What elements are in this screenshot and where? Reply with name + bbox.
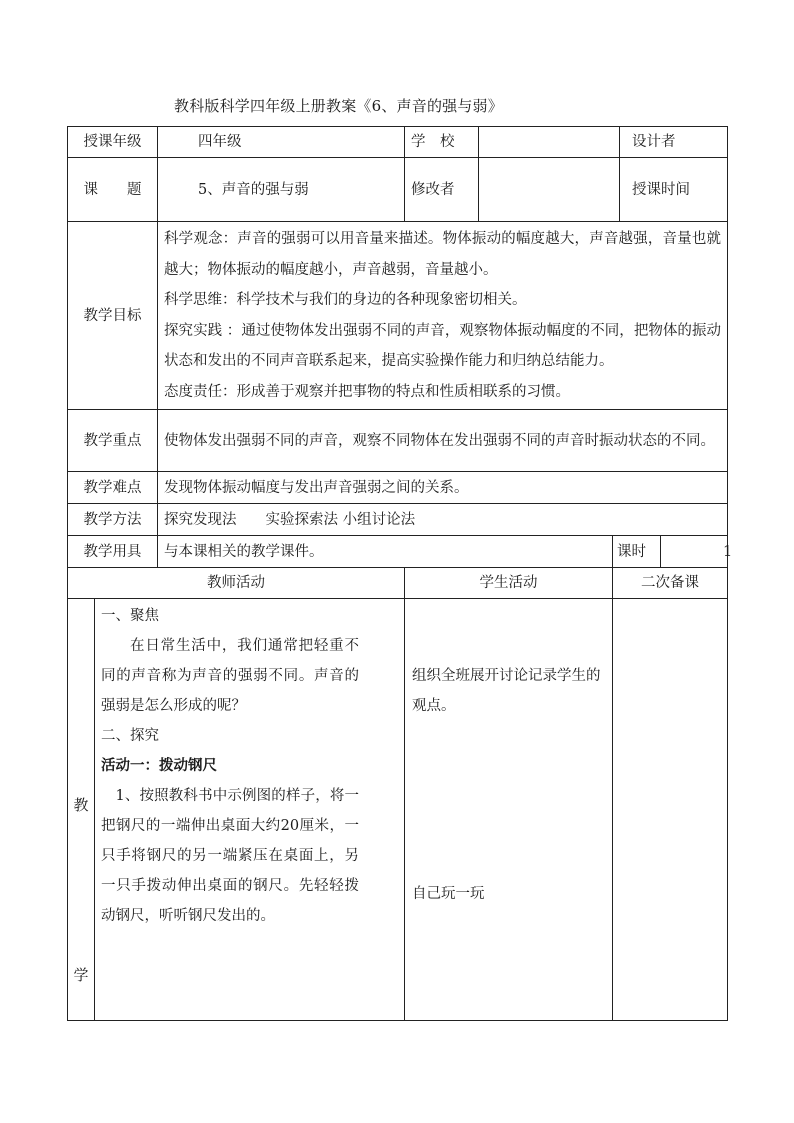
student-activity-discussion: 组织全班展开讨论记录学生的观点。	[412, 668, 601, 714]
process-side-char-2: 学	[73, 966, 89, 984]
grade-value: 四年级	[158, 127, 405, 158]
section-explore: 二、探究	[101, 728, 159, 744]
tools-text: 与本课相关的教学课件。	[158, 536, 613, 568]
objectives-label: 教学目标	[68, 222, 158, 410]
objective-practice: 探究实践 ：通过使物体发出强弱不同的声音，观察物体振动幅度的不同，把物体的振动状态和发出的不同声音联系起来，提高实验操作能力和归纳总结能力。	[164, 322, 721, 369]
objective-attitude: 态度责任：形成善于观察并把事物的特点和性质相联系的习惯。	[164, 383, 570, 400]
difficulties-text: 发现物体振动幅度与发出声音强弱之间的关系。	[158, 472, 728, 504]
hours-value: 1	[661, 536, 728, 568]
objective-thinking: 科学思维：科学技术与我们的身边的各种现象密切相关。	[164, 292, 527, 308]
second-prep-header: 二次备课	[613, 568, 728, 599]
teacher-activity-header: 教师活动	[68, 568, 405, 599]
topic-label: 课 题	[68, 158, 158, 222]
editor-value	[479, 158, 620, 222]
second-prep-cell	[613, 599, 728, 1021]
focus-paragraph: 在日常生活中，我们通常把轻重不同的声音称为声音的强弱不同。声音的强弱是怎么形成的呢？	[101, 638, 359, 714]
editor-label: 修改者	[405, 158, 479, 222]
student-activity-header: 学生活动	[405, 568, 613, 599]
document-title: 教科版科学四年级上册教案《6、声音的强与弱》	[174, 97, 503, 115]
objective-concept: 科学观念：声音的强弱可以用音量来描述。物体振动的幅度越大，声音越强，音量也就越大；物体振动的幅度越小，声音越弱，音量越小。	[164, 231, 721, 278]
lesson-plan-table	[67, 126, 733, 1021]
methods-text: 探究发现法 实验探索法 小组讨论法	[158, 504, 728, 536]
difficulties-label: 教学难点	[68, 472, 158, 504]
student-activity-play: 自己玩一玩	[412, 886, 485, 902]
objectives-content	[158, 222, 728, 410]
topic-value: 5、声音的强与弱	[158, 158, 405, 222]
time-label: 授课时间	[620, 158, 728, 222]
activity-one-title: 活动一：拨动钢尺	[101, 757, 217, 774]
school-label: 学 校	[405, 127, 479, 158]
process-side-label	[68, 599, 95, 1021]
designer-label: 设计者	[620, 127, 728, 158]
methods-label: 教学方法	[68, 504, 158, 536]
activity-one-step: 1、按照教科书中示例图的样子，将一把钢尺的一端伸出桌面大约20厘米，一只手将钢尺的另一端紧压在桌面上，另一只手拨动伸出桌面的钢尺。先轻轻拨动钢尺，听听钢尺发出的。	[101, 788, 359, 924]
teacher-activity-cell	[95, 599, 405, 1021]
grade-label: 授课年级	[68, 127, 158, 158]
school-value	[479, 127, 620, 158]
section-focus: 一、聚焦	[101, 608, 159, 624]
hours-label: 课时	[613, 536, 661, 568]
key-points-text: 使物体发出强弱不同的声音，观察不同物体在发出强弱不同的声音时振动状态的不同。	[158, 410, 728, 472]
process-side-char-1: 教	[73, 796, 89, 814]
tools-label: 教学用具	[68, 536, 158, 568]
student-activity-cell	[405, 599, 613, 1021]
key-points-label: 教学重点	[68, 410, 158, 472]
